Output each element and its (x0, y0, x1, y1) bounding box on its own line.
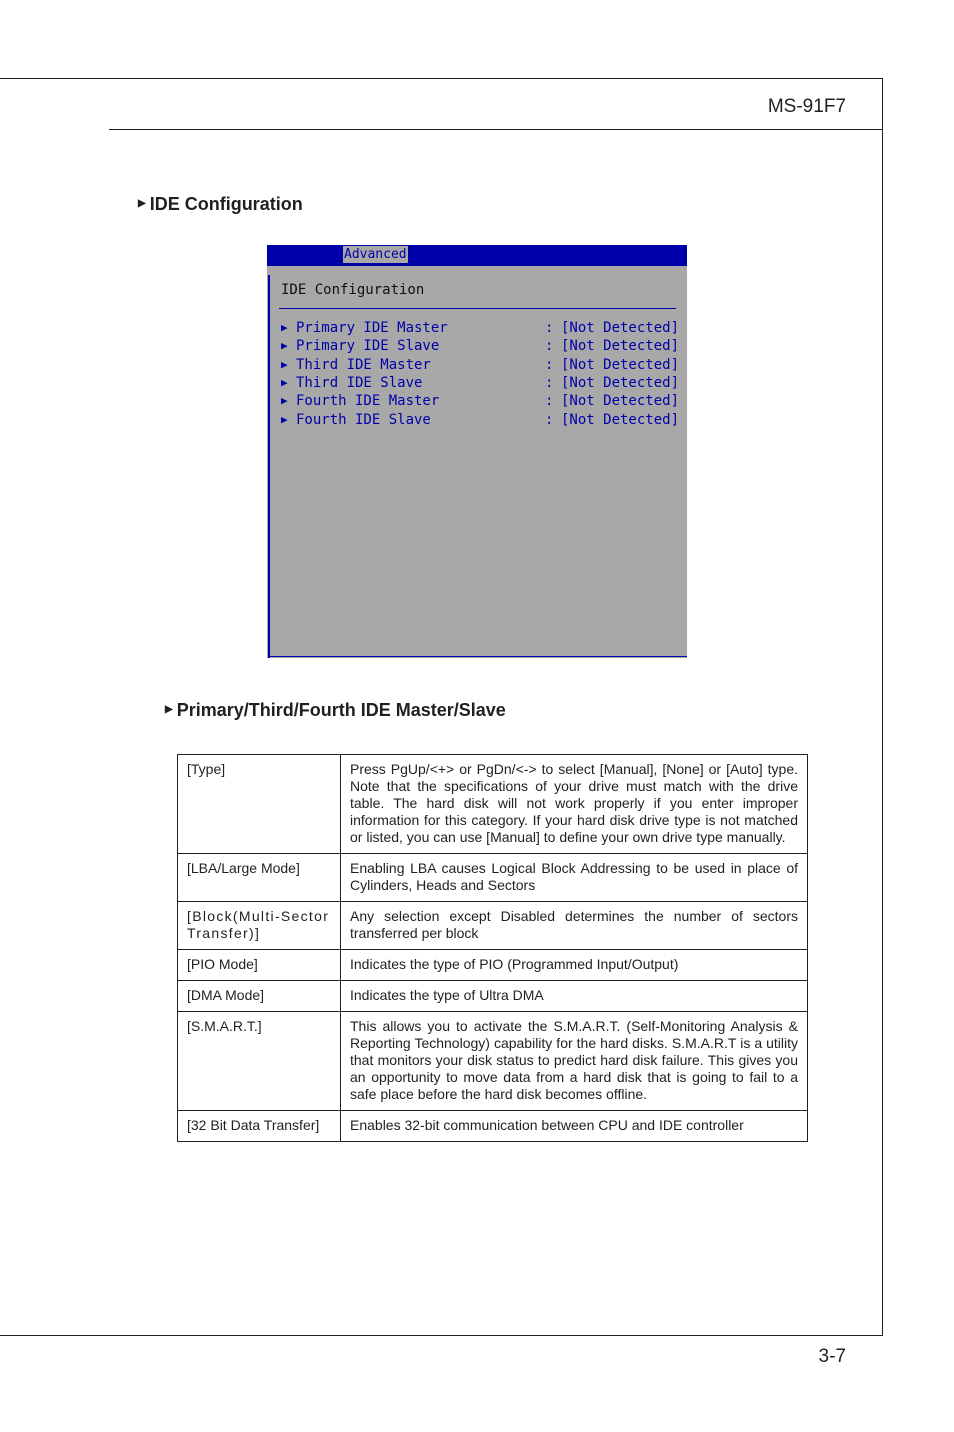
table-row (178, 981, 808, 1012)
bios-item-label: Fourth IDE Slave (296, 412, 431, 428)
option-description: Indicates the type of Ultra DMA (341, 981, 808, 1012)
table-row (178, 950, 808, 981)
options-table (177, 754, 808, 1142)
bios-item-label: Third IDE Master (296, 357, 431, 373)
option-description: This allows you to activate the S.M.A.R.T. (Self-Monitoring Analysis & Reporting Technology) capability for the hard disks. S.M.A.R.T is a utility that monitors your disk status to predict hard disk failure. This gives you an opportunity to move data from a hard disk that is going to fail to a safe place before the hard disk becomes offline. (341, 1012, 808, 1111)
bios-item-fourth-ide-master[interactable] (281, 392, 680, 410)
submenu-arrow-icon: ▶ (281, 394, 288, 407)
bios-item-label: Primary IDE Master (296, 320, 448, 336)
submenu-arrow-icon: ▶ (281, 413, 288, 426)
section-heading-ide-configuration (138, 194, 303, 215)
bios-item-colon: : (545, 357, 554, 373)
bios-item-value: [Not Detected] (561, 412, 680, 428)
section-heading-master-slave (165, 700, 506, 721)
table-row (178, 902, 808, 950)
option-name: [32 Bit Data Transfer] (178, 1111, 341, 1142)
option-name: [PIO Mode] (178, 950, 341, 981)
table-row (178, 1111, 808, 1142)
bios-item-value: [Not Detected] (561, 357, 680, 373)
bios-item-label: Primary IDE Slave (296, 338, 440, 354)
option-name: [Type] (178, 755, 341, 854)
footer-rule (0, 1335, 883, 1336)
bios-screen (267, 245, 687, 658)
bios-title-separator (279, 308, 676, 309)
bios-item-third-ide-slave[interactable] (281, 374, 680, 392)
triangle-bullet-icon: ▶ (165, 704, 173, 715)
submenu-arrow-icon: ▶ (281, 376, 288, 389)
bios-item-colon: : (545, 393, 554, 409)
section-heading-text: Primary/Third/Fourth IDE Master/Slave (176, 700, 506, 720)
bios-item-fourth-ide-slave[interactable] (281, 411, 680, 429)
bios-frame-left (268, 275, 270, 658)
submenu-arrow-icon: ▶ (281, 339, 288, 352)
bios-frame-top (267, 264, 687, 266)
option-description: Enables 32-bit communication between CPU and IDE controller (341, 1111, 808, 1142)
bios-menu-bar (267, 245, 687, 264)
bios-item-value: [Not Detected] (561, 338, 680, 354)
header-rule (109, 129, 883, 130)
table-row (178, 854, 808, 902)
top-rule-upper (0, 78, 883, 79)
bios-item-value: [Not Detected] (561, 320, 680, 336)
bios-panel-title: IDE Configuration (281, 282, 425, 298)
option-name: [S.M.A.R.T.] (178, 1012, 341, 1111)
submenu-arrow-icon: ▶ (281, 321, 288, 334)
option-name: [Block(Multi-Sector Transfer)] (178, 902, 341, 950)
option-description: Press PgUp/<+> or PgDn/<-> to select [Manual], [None] or [Auto] type. Note that the specifications of your drive must match with the drive table. The hard disk will not work properly if you enter improper information for this category. If your hard disk drive type is not matched or listed, you can use [Manual] to define your own drive type manually. (341, 755, 808, 854)
bios-item-value: [Not Detected] (561, 393, 680, 409)
bios-tab-advanced[interactable]: Advanced (344, 247, 407, 262)
option-description: Any selection except Disabled determines the number of sectors transferred per block (341, 902, 808, 950)
submenu-arrow-icon: ▶ (281, 358, 288, 371)
triangle-bullet-icon: ▶ (138, 198, 146, 209)
bios-item-colon: : (545, 338, 554, 354)
option-description: Indicates the type of PIO (Programmed Input/Output) (341, 950, 808, 981)
right-margin-line (882, 78, 883, 1336)
bios-item-label: Third IDE Slave (296, 375, 423, 391)
bios-item-primary-ide-slave[interactable] (281, 337, 680, 355)
table-row (178, 1012, 808, 1111)
section-heading-text: IDE Configuration (149, 194, 303, 214)
bios-item-third-ide-master[interactable] (281, 356, 680, 374)
bios-item-colon: : (545, 375, 554, 391)
bios-item-label: Fourth IDE Master (296, 393, 440, 409)
table-row (178, 755, 808, 854)
bios-frame-bottom (268, 656, 687, 657)
option-description: Enabling LBA causes Logical Block Addressing to be used in place of Cylinders, Heads and Sectors (341, 854, 808, 902)
option-name: [LBA/Large Mode] (178, 854, 341, 902)
bios-item-value: [Not Detected] (561, 375, 680, 391)
bios-item-colon: : (545, 320, 554, 336)
page-number: 3-7 (818, 1346, 846, 1367)
model-number: MS-91F7 (767, 96, 846, 117)
option-name: [DMA Mode] (178, 981, 341, 1012)
bios-item-colon: : (545, 412, 554, 428)
bios-item-primary-ide-master[interactable] (281, 319, 680, 337)
